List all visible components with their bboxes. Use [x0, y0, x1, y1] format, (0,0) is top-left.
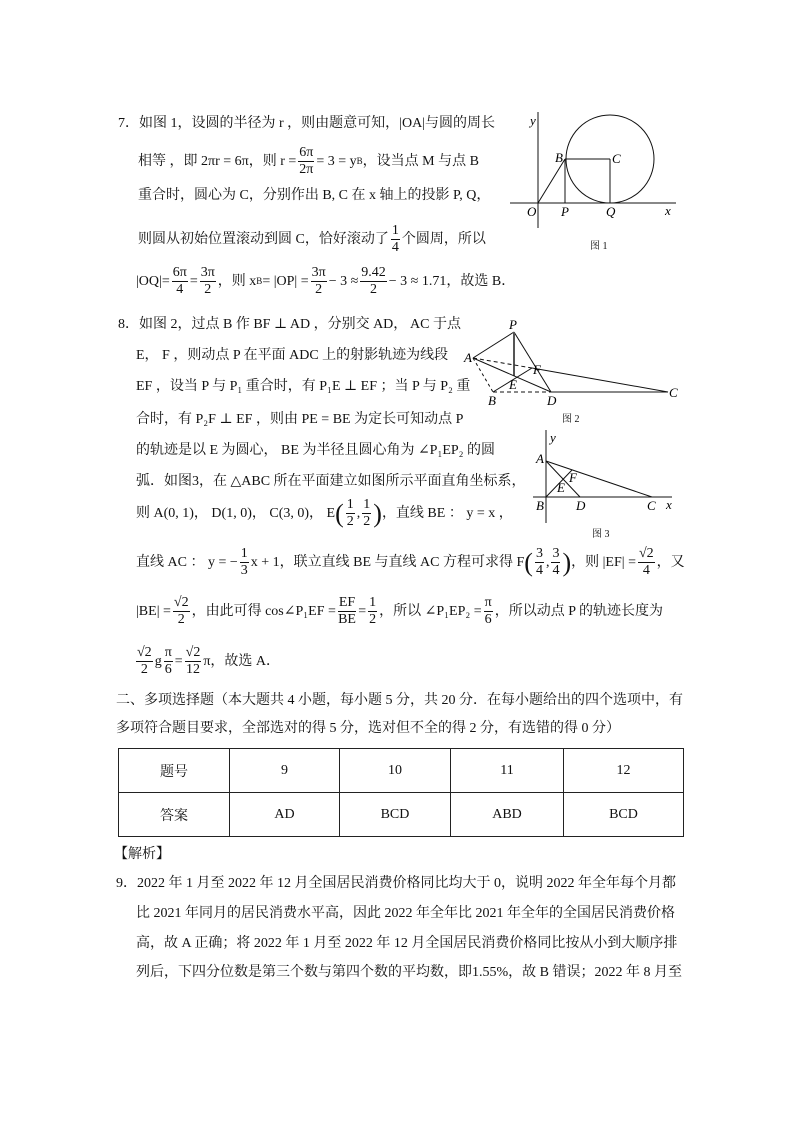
text: 相等 ，即 2πr = 6π，则 r =	[138, 153, 297, 169]
text: = 3 = y	[316, 153, 357, 169]
num: √2	[638, 546, 654, 561]
q7-line-3: 重合时，圆心为 C，分别作出 B, C 在 x 轴上的投影 P, Q，	[138, 188, 491, 203]
den: 4	[535, 563, 543, 578]
paren: )	[373, 498, 382, 528]
q8-line-9	[136, 596, 663, 627]
analysis-line-4: 列后，下四分位数是第三个数与第四个数的平均数，即1.55%，故 B 错误；2022 年 8 月至	[136, 965, 682, 980]
fig3-label-y: y	[550, 430, 556, 445]
table-cell: 12	[564, 749, 684, 793]
num: 1	[369, 595, 377, 610]
fig3-label-A: A	[536, 451, 544, 466]
den: 2	[370, 282, 378, 297]
den: 2	[315, 282, 323, 297]
den: 2	[177, 612, 185, 627]
table-cell: 答案	[119, 793, 230, 837]
num: 3	[552, 546, 560, 561]
fig2-label-C: C	[669, 385, 678, 400]
den: 4	[642, 563, 650, 578]
section-2-line-1: 二、多项选择题（本大题共 4 小题，每小题 5 分，共 20 分．在每小题给出的四个选项中，有	[116, 693, 683, 708]
fraction	[535, 547, 544, 578]
text: g	[154, 653, 162, 669]
q8-line-4: 合时，有 P₂F ⊥ EF ，则由 PE = BE 为定长可知动点 P	[136, 412, 464, 427]
text: − 3 ≈ 1.71，故选 B．	[388, 273, 516, 289]
num: EF	[338, 595, 356, 610]
q8-line-7	[136, 498, 513, 529]
fig2-caption: 图 2	[562, 414, 580, 425]
table-cell: 11	[451, 749, 564, 793]
table-cell: BCD	[564, 793, 684, 837]
den: 4	[552, 563, 560, 578]
fraction	[362, 498, 371, 529]
fig3-caption: 图 3	[592, 529, 610, 540]
fig1-label-O: O	[527, 204, 537, 219]
text: x + 1，联立直线 BE 与直线 AC 方程可求得 F	[250, 554, 525, 570]
fraction	[136, 646, 153, 677]
fig3-label-C: C	[647, 498, 656, 513]
text: 直线 AC ： y = −	[136, 554, 238, 570]
paren: (	[524, 547, 533, 577]
table-cell: 9	[230, 749, 340, 793]
q8-line-1: 8．如图 2，过点 B 作 BF ⊥ AD ，分别交 AD， AC 于点	[118, 317, 461, 332]
table-cell: BCD	[340, 793, 451, 837]
table-row-answers	[119, 793, 684, 837]
num: 3	[535, 546, 543, 561]
text: ,	[356, 505, 361, 521]
text: |OQ|=	[136, 273, 170, 289]
text: π，故选 A．	[203, 653, 281, 669]
fig1-label-x: x	[665, 203, 671, 218]
paren: (	[335, 498, 344, 528]
text: ，所以动点 P 的轨迹长度为	[494, 603, 663, 619]
text: =	[358, 603, 367, 619]
table-cell: 题号	[119, 749, 230, 793]
fig1-label-B: B	[555, 150, 563, 165]
den: 2	[369, 612, 377, 627]
fig3-label-F: F	[569, 470, 577, 485]
figure-2	[473, 332, 668, 392]
fraction	[484, 596, 493, 627]
den: 2	[204, 282, 212, 297]
text: 则圆从初始位置滚动到圆 C，恰好滚动了	[138, 231, 389, 247]
analysis-line-1: 9．2022 年 1 月至 2022 年 12 月全国居民消费价格同比均大于 0，说明 2022 年全年每个月都	[116, 876, 676, 891]
fig1-caption: 图 1	[590, 241, 608, 252]
den: 2π	[299, 162, 314, 177]
q8-line-3: EF ，设当 P 与 P₁ 重合时，有 P₁E ⊥ EF ；当 P 与 P₂ 重	[136, 379, 471, 394]
text: = |OP| =	[262, 273, 309, 289]
num: √2	[185, 645, 201, 660]
fig1-label-P: P	[561, 204, 569, 219]
text: ，则 |EF| =	[571, 554, 636, 570]
num: √2	[137, 645, 152, 660]
paren: )	[562, 547, 572, 577]
text: =	[189, 273, 198, 289]
text: ，设当点 M 与点 B	[362, 153, 479, 169]
analysis-line-2: 比 2021 年同月的居民消费水平高，因此 2022 年全年比 2021 年全年的全国居民消费价格	[136, 906, 675, 921]
fig2-label-F: F	[533, 362, 541, 377]
den: 6	[484, 612, 492, 627]
subscript: B	[256, 276, 263, 286]
num: 1	[391, 223, 399, 238]
q8-line-5: 的轨迹是以 E 为圆心， BE 为半径且圆心角为 ∠P₁EP₂ 的圆	[136, 443, 496, 458]
fraction	[173, 596, 190, 627]
q8-line-2: E， F ，则动点 P 在平面 ADC 上的射影轨迹为线段	[136, 348, 449, 363]
fraction	[185, 646, 202, 677]
fig2-label-A: A	[464, 350, 472, 365]
fraction	[346, 498, 355, 529]
fraction	[551, 547, 560, 578]
num: √2	[173, 595, 189, 610]
den: 12	[186, 662, 201, 677]
fraction	[368, 596, 377, 627]
den: 4	[391, 240, 399, 255]
text: =	[174, 653, 183, 669]
fig2-label-D: D	[547, 393, 557, 408]
num: 9.42	[361, 265, 386, 280]
fraction	[338, 596, 356, 627]
text: ，直线 BE ： y = x ，	[381, 505, 513, 521]
subscript: B	[356, 156, 363, 166]
table-row-header	[119, 749, 684, 793]
fig2-label-B: B	[488, 393, 496, 408]
text: ，又	[656, 554, 685, 570]
table-cell: ABD	[451, 793, 564, 837]
den: BE	[338, 612, 356, 627]
section-2-line-2: 多项符合题目要求，全部选对的得 5 分，选对但不全的得 2 分，有选错的得 0 分）	[116, 721, 620, 736]
fig3-label-D: D	[576, 498, 586, 513]
fig3-label-x: x	[666, 497, 672, 512]
den: 2	[363, 514, 371, 529]
num: 6π	[172, 265, 187, 280]
answer-table	[118, 748, 684, 837]
text: |BE| =	[136, 603, 171, 619]
table-cell: 10	[340, 749, 451, 793]
fig3-label-E: E	[557, 480, 565, 495]
den: 2	[346, 514, 354, 529]
text: ，则 x	[217, 273, 257, 289]
fraction	[164, 646, 173, 677]
text: 个圆周，所以	[401, 231, 486, 247]
fraction	[638, 547, 655, 578]
text: − 3 ≈	[328, 273, 359, 289]
q7-line-1: 7．如图 1，设圆的半径为 r ，则由题意可知，|OA|与圆的周长	[118, 116, 495, 131]
q8-line-6: 弧．如图3，在 △ABC 所在平面建立如图所示平面直角坐标系，	[136, 474, 526, 489]
q8-line-8: 直线 AC ： y = − $\frac{1}{3}$ x + 1，联立直线 BE 与直线 AC 方程可求得 F ( $\frac{3}{4}$ , $\frac{3}{4}$ ) ，则 |EF| = $\frac{√2}{4}$ ，又	[136, 546, 685, 578]
fig1-label-Q: Q	[606, 204, 616, 219]
num: 1	[363, 497, 371, 512]
q8-line-10	[134, 646, 280, 677]
den: 2	[140, 662, 148, 677]
fig2-label-E: E	[509, 377, 517, 392]
fig3-label-B: B	[536, 498, 544, 513]
num: 3π	[200, 265, 215, 280]
num: π	[484, 595, 492, 610]
num: π	[164, 645, 172, 660]
den: 3	[240, 563, 248, 578]
analysis-line-3: 高，故 A 正确；将 2022 年 1 月至 2022 年 12 月全国居民消费价格同比按从小到大顺序排	[136, 936, 678, 951]
text: ，所以 ∠P₁EP₂ =	[379, 603, 482, 619]
den: 6	[164, 662, 172, 677]
den: 4	[176, 282, 184, 297]
num: 6π	[299, 145, 314, 160]
text: 则 A(0, 1)， D(1, 0)， C(3, 0)， E	[136, 505, 336, 521]
num: 1	[240, 546, 248, 561]
num: 3π	[311, 265, 326, 280]
analysis-title: 【解析】	[114, 847, 170, 862]
num: 1	[346, 497, 354, 512]
fig2-label-P: P	[509, 317, 517, 332]
fig1-label-y: y	[530, 113, 536, 128]
fig1-label-C: C	[612, 151, 621, 166]
table-cell: AD	[230, 793, 340, 837]
text: ，由此可得 cos∠P₁EF =	[191, 603, 336, 619]
fraction	[240, 547, 249, 578]
